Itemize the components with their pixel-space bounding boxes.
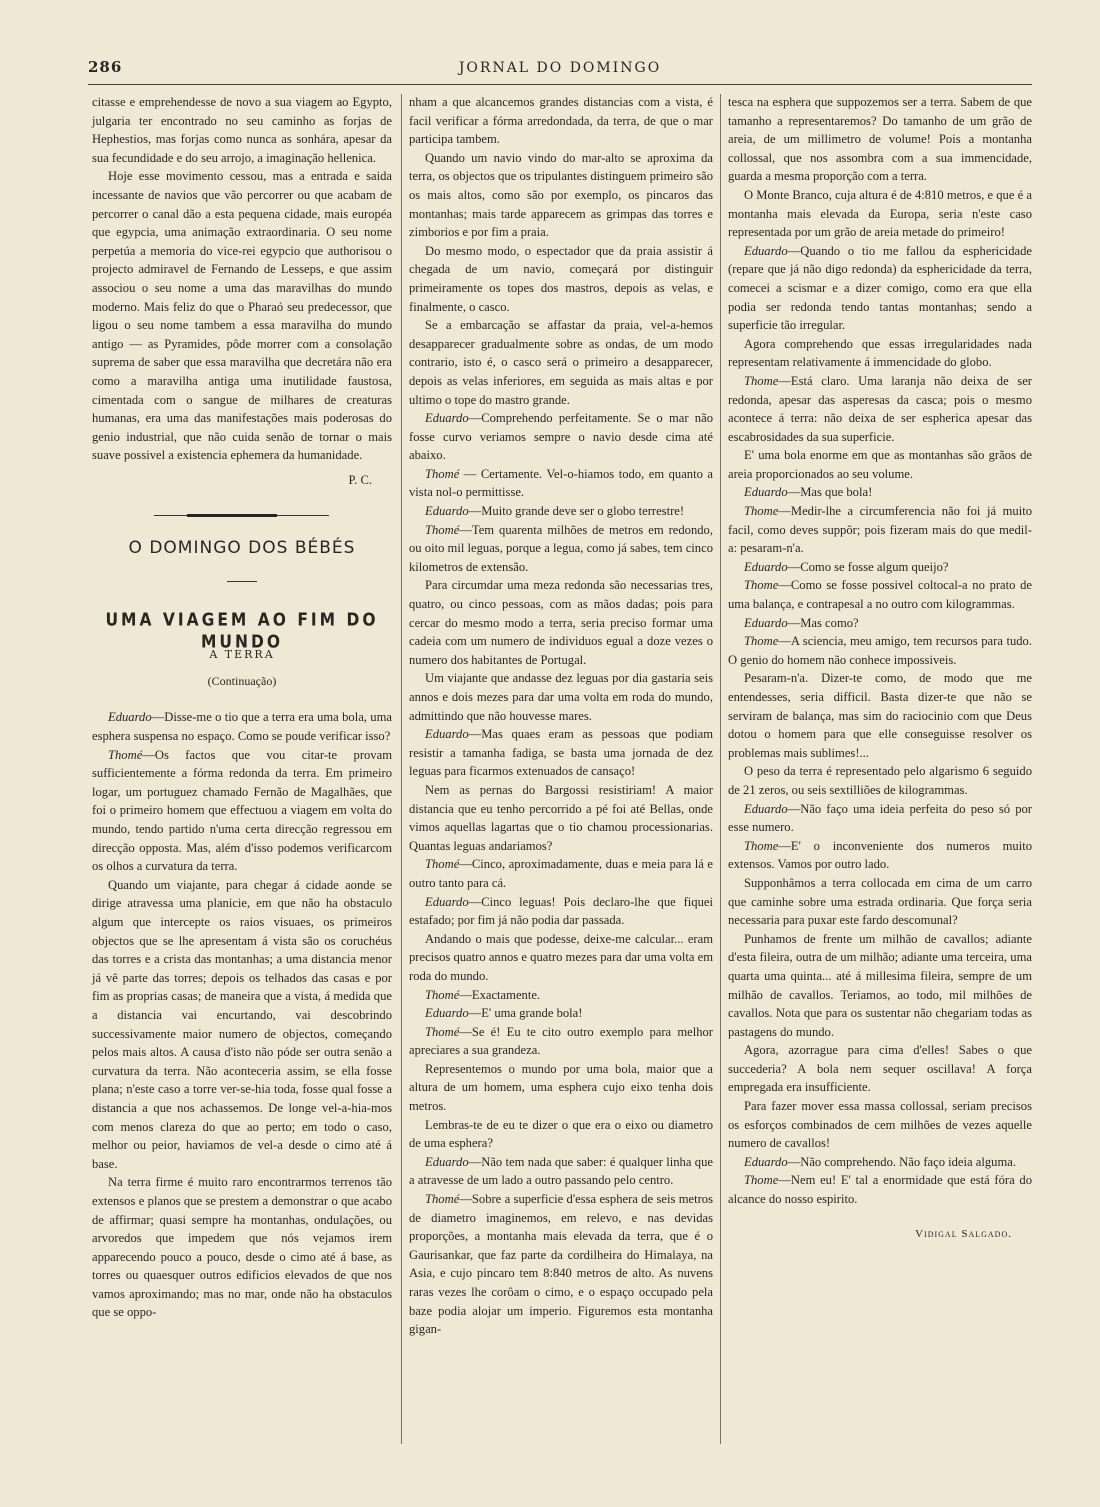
dialogue-text: E' uma bola enorme em que as montanhas são grãos de areia proporcionados ao seu volume. [728,448,1032,481]
speaker-name: Thome [744,634,779,649]
speaker-name: Thome [744,578,779,593]
dialogue-paragraph [409,576,713,669]
column-3 [728,93,1032,1243]
dialogue-text: Agora, azorrague para cima d'elles! Sabes o que succederia? A bola nem sequer oscillava! A força empregada era insufficiente. [728,1043,1032,1095]
dialogue-paragraph [92,746,392,876]
dialogue-text: —Mas como? [787,615,859,630]
dialogue-paragraph [409,1023,713,1060]
speaker-name: Eduardo [425,411,469,426]
dialogue-paragraph [728,186,1032,242]
section-title: O DOMINGO DOS BÉBÉS [128,538,356,559]
dialogue-paragraph [409,986,713,1005]
dialogue-text: —Disse-me o tio que a terra era uma bola, uma esphera suspensa no espaço. Como se poude verificar isso? [92,710,392,744]
speaker-name: Eduardo [744,615,788,630]
speaker-name: Eduardo [425,1006,469,1021]
dialogue-text: —Como se fosse algum queijo? [787,559,949,574]
dialogue-paragraph [728,576,1032,613]
dialogue-text: —Não comprehendo. Não faço ideia alguma. [787,1154,1016,1169]
speaker-name: Thomé [425,1024,460,1039]
dialogue-text: — Certamente. Vel-o-hiamos todo, em quanto a vista nol-o permittisse. [409,466,713,500]
dialogue-paragraph [728,632,1032,669]
column-1 [92,93,392,1322]
page-number: 286 [88,58,123,76]
speaker-name: Thomé [425,1192,460,1207]
dialogue-paragraph [728,93,1032,186]
dialogue-paragraph [728,762,1032,799]
column-rule [720,94,721,1444]
dialogue-paragraph [409,669,713,725]
dialogue-paragraph [728,669,1032,762]
section-separator [92,489,392,529]
dialogue-paragraph [728,800,1032,837]
dialogue-paragraph [409,725,713,781]
dialogue-text: —Não faço uma ideia perfeita do peso só por esse numero. [728,801,1032,835]
dialogue-paragraph [409,465,713,502]
dialogue-paragraph [728,1171,1032,1208]
dialogue-text: Quando um viajante, para chegar á cidade aonde se dirige atravessa uma planicie, em que não ha obstaculo algum que intercepte os raios visuaes, os primeiros objectos que se lhe apresentam á vista são os coruchéus das torres e a crista das montanhas; a uma distancia menor já vê parte das torres; depois os telhados das casas e por fim as proprias casas; de maneira que a vista, á medida que a distancia vai encurtando, vai descobrindo successivamente maior numero de objectos, começando pelos mais altos. A causa d'isto não póde ser outra senão a curvatura da terra. Não aconteceria assim, se ella fosse plana; n'este caso a torre ver-se-hia toda, fosse qual fosse a distancia a que nos achassemos. De longe vel-a-hia-mos com menos clareza do que ao perto; em todo o caso, melhor ou peior, haviamos de vel-a desde o cimo até á base. [92,877,392,1171]
dialogue-text: —Cinco leguas! Pois declaro-lhe que fiquei estafado; por fim já não podia dar passada. [409,894,713,928]
running-header [88,58,1032,82]
dialogue-paragraph [409,1190,713,1339]
dialogue-text: Agora comprehendo que essas irregularidades nada representam relativamente á immencidade do globo. [728,336,1032,370]
dialogue-text: —A sciencia, meu amigo, tem recursos para tudo. O genio do homem não conhece impossiveis. [728,634,1032,667]
dialogue-paragraph [409,149,713,242]
dialogue-text: —Exactamente. [459,987,541,1002]
dialogue-paragraph [728,502,1032,558]
dialogue-text: Lembras-te de eu te dizer o que era o eixo ou diametro de uma esphera? [409,1117,713,1151]
dialogue-paragraph [728,483,1032,502]
dialogue-paragraph [728,930,1032,1042]
dialogue-paragraph [728,446,1032,483]
speaker-name: Thomé [425,466,460,481]
dialogue-text: —Medir-lhe a circumferencia não foi já muito facil, como deves suppôr; pois fizeram mais do que medil-a: pesaram-n'a. [728,504,1032,556]
speaker-name: Eduardo [425,1154,469,1169]
speaker-name: Eduardo [744,801,788,816]
speaker-name: Eduardo [425,504,469,519]
dialogue-text: Punhamos de frente um milhão de cavallos; adiante d'esta fileira, outra de um milhão; adiante uma terceira, uma quarta uma quinta... até á millesima fileira, sempre de um milhão de cavallos. Teriamos, ao todo, mil milhões de cavallos. Nota que para os sustentar não chegariam todas as pastagens do mundo. [728,931,1032,1039]
speaker-name: Thomé [108,747,143,762]
dialogue-text: —E' uma grande bola! [468,1006,583,1021]
dialogue-paragraph [728,1097,1032,1153]
dialogue-text: Do mesmo modo, o espectador que da praia assistir á chegada de um navio, começará por distinguir primeiramente os topes dos mastros, depois as velas, e finalmente, o casco. [409,243,713,314]
continuation-note: (Continuação) [207,674,277,689]
dialogue-paragraph [728,372,1032,446]
dialogue-text: —Nem eu! E' tal a enormidade que está fóra do alcance do nosso espirito. [728,1173,1032,1207]
dialogue-text: Supponhâmos a terra collocada em cima de um carro que caminhe sobre uma estrada ordinaria. Que força seria necessaria para puxar este fardo descomunal? [728,875,1032,928]
dialogue-text: tesca na esphera que suppozemos ser a terra. Sabem de que tamanho a representaremos? Do tamanho de um grão de areia, de um millimetro de volume! Pois a montanha collossal, que nos assombra com a sua immencidade, guarda a mesma proporção com a terra. [728,95,1032,184]
dialogue-paragraph [409,502,713,521]
paragraph: citasse e emprehendesse de novo a sua viagem ao Egypto, julgaria ter encontrado no seu caminho as forjas de Hephestios, mas forjas como nunca as sonhára, apesar da sua fecundidade e do seu arrojo, a imaginação hellenica. [92,95,392,165]
dialogue-list [92,708,392,1322]
dialogue-text: Pesaram-n'a. Dizer-te como, de modo que me entendesses, seria difficil. Basta dizer-te que não se serviram de balança, mas sim do raciocinio com que Deus dotou o homem para que elle conseguisse resolver os problemas mais sublimes!... [728,671,1032,760]
dialogue-text: Representemos o mundo por uma bola, maior que a altura de um homem, uma esphera cujo eixo tenha dois metros. [409,1061,713,1114]
dialogue-text: —Comprehendo perfeitamente. Se o mar não fosse curvo veriamos sempre o navio desde cima até abaixo. [409,411,713,463]
speaker-name: Eduardo [744,1154,788,1169]
story-subtitle: A TERRA [209,648,275,662]
dialogue-text: —Quando o tio me fallou da esphericidade (repare que já não digo redonda) da esphericidade da terra, comecei a scismar e a dizer comigo, como era que ella podia ser redonda tendo tantas montanhas; sendo a superficie tão irregular. [728,243,1032,333]
speaker-name: Thomé [425,522,460,537]
dialogue-text: —Os factos que vou citar-te provam sufficientemente a fórma redonda da terra. Em primeiro logar, um portuguez chamado Fernão de Magalhães, que foi o primeiro homem que effectuou a viagem em volta do mundo, tendo partido n'uma certa direcção regressou em direcção opposta. Mas, além d'isso podemos verificarcom os olhos a curvatura da terra. [92,747,392,874]
dialogue-text: —Está claro. Uma laranja não deixa de ser redonda, apesar das asperesas da casca; pois o mesmo acontece á terra: não deixa de ser espherica apesar das escabrosidades da sua superficie. [728,373,1032,444]
dialogue-text: —Mas que bola! [787,485,873,500]
speaker-name: Eduardo [744,485,788,500]
title-dash [227,581,257,612]
speaker-name: Eduardo [425,727,469,742]
dialogue-paragraph [728,1041,1032,1097]
dialogue-text: —Sobre a superficie d'essa esphera de seis metros de diametro imaginemos, em relevo, e nas devidas proporções, a montanha mais elevada da terra, que é o Gaurisankar, que faz parte da cordilheira do Himalaya, na Asia, e cujo pincaro tem 8:840 metros de alto. As nuvens raras vezes lhe corôam o cimo, e o espaço occupado pela baze podia alojar um imperio. Figuremos esta montanha gigan- [409,1192,713,1337]
dialogue-text: —Se é! Eu te cito outro exemplo para melhor apreciares a sua grandeza. [409,1024,713,1058]
dialogue-text: —Como se fosse possivel coltocal-a no prato de uma balança, e contrapesal a no outro com kilogrammas. [728,578,1032,612]
dialogue-paragraph [728,614,1032,633]
dialogue-text: Andando o mais que podesse, deixe-me calcular... eram precisos quatro annos e quatro mezes para dar uma volta em roda do mundo. [409,931,713,983]
dialogue-text: —Mas quaes eram as pessoas que podiam resistir a tamanha fadiga, se basta uma jornada de dez leguas para ficarmos extenuados de cansaço! [409,727,713,779]
dialogue-paragraph [409,93,713,149]
dialogue-paragraph [409,1153,713,1190]
dialogue-text: Um viajante que andasse dez leguas por dia gastaria seis annos e dois mezes para dar uma volta em roda do mundo, admittindo que não houvesse mares. [409,671,713,723]
dialogue-paragraph [728,242,1032,335]
dialogue-paragraph [728,335,1032,372]
speaker-name: Eduardo [744,243,788,258]
dialogue-paragraph [409,1060,713,1116]
dialogue-paragraph [409,1004,713,1023]
speaker-name: Thomé [425,987,460,1002]
author-signature: Vidigal Salgado. [915,1227,1012,1240]
story-title: UMA VIAGEM AO FIM DO MUNDO [105,609,379,653]
dialogue-text: Nem as pernas do Bargossi resistiriam! A maior distancia que eu tenho percorrido a pé foi até Bellas, onde vimos aquellas lagartas que o tio chamou processionarias. Quantas leguas andariamos? [409,782,713,853]
speaker-name: Eduardo [425,894,469,909]
article-signature: P. C. [348,472,372,487]
dialogue-text: —Não tem nada que saber: é qualquer linha que a atravesse de um lado a outro passando pelo centro. [409,1154,713,1188]
dialogue-text: Para fazer mover essa massa collossal, seriam precisos os esforços combinados de cem milhões de vezes aquelle numero de cavallos! [728,1099,1032,1151]
dialogue-paragraph [728,874,1032,930]
speaker-name: Thome [744,838,779,853]
dialogue-paragraph [728,1153,1032,1172]
dialogue-paragraph [92,708,392,745]
separator-bold-line [187,514,277,517]
dialogue-paragraph [409,1116,713,1153]
dialogue-paragraph [409,855,713,892]
header-rule [88,84,1032,85]
speaker-name: Thome [744,1173,779,1188]
dialogue-text: Quando um navio vindo do mar-alto se aproxima da terra, os objectos que os tripulantes distinguem primeiro são os mais altos, como são por exemplo, os pincaros das montanhas; mais tarde apparecem as grimpas das torres e zimborios e por fim a praia. [409,150,713,240]
dialogue-paragraph [409,316,713,409]
dialogue-list [409,93,713,1339]
dialogue-text: —E' o inconveniente dos numeros muito extensos. Vamos por outro lado. [728,838,1032,872]
dialogue-paragraph [409,930,713,986]
dialogue-text: nham a que alcancemos grandes distancias com a vista, é facil verificar a fórma arredondada, da terra, de que o mar participa tambem. [409,95,713,147]
dialogue-text: Para circumdar uma meza redonda são necessarias tres, quatro, ou cinco pessoas, com as mãos dadas; pois para cercar do mesmo modo a terra, seria preciso formar uma cadeia com um numero de individuos egual a doze vezes o numero dos habitantes de Portugal. [409,578,713,667]
dialogue-paragraph [409,521,713,577]
journal-title: JORNAL DO DOMINGO [458,60,662,76]
dialogue-text: Se a embarcação se affastar da praia, vel-a-hemos desapparecer gradualmente sobre as ondas, de um modo contrario, isto é, o casco será o primeiro a desapparecer, depois as velas inferiores, em seguida as mais altas e por ultimo o tope do mastro grande. [409,318,713,407]
dialogue-paragraph [728,558,1032,577]
dialogue-text: O Monte Branco, cuja altura é de 4:810 metros, e que é a montanha mais elevada da Europa, seria n'este caso representada por um grão de areia metade do primeiro! [728,187,1032,240]
paragraph: Hoje esse movimento cessou, mas a entrada e saida incessante de navios que vão percorrer ou que acabam de percorrer o canal dão a esta pequena cidade, mais européa que egypcia, uma animação extraordinaria. O seu nome perpetúa a memoria do vice-rei egypcio que authorisou o projecto admiravel de Fernando de Lesseps, e que assim associou o seu nome a uma das maravilhas do mundo moderno. Mais feliz do que o Pharaó seu predecessor, que ligou o seu nome tambem a essa maravilha do mundo antigo — as Pyramides, pôde morrer com a consolação suprema de saber que essa maravilha que decretára não era como a maravilha antiga uma inutilidade faustosa, cimentada com o sangue de milhares de creaturas humanas, era uma das manifestações mais poderosas do genio industrial, que não cuida senão de tornar o mais suave possivel a existencia ephemera da humanidade. [92,169,392,463]
dialogue-text: Na terra firme é muito raro encontrarmos terrenos tão extensos e planos que se prestem a demonstrar o que acabo de affirmar; quasi sempre ha montanhas, ondulações, ou arvoredos que impedem que nós vejamos irem apparecendo pouco a pouco, desde o cimo até á base, as torres ou quaesquer outros edificios elevados de que nos vamos aproximando; mas no mar, onde não ha obstaculos que se oppo- [92,1175,392,1320]
speaker-name: Eduardo [744,559,788,574]
column-2 [409,93,713,1339]
dialogue-paragraph [409,242,713,316]
dialogue-paragraph [409,893,713,930]
speaker-name: Thome [744,373,779,388]
speaker-name: Thome [744,504,779,519]
dialogue-text: —Tem quarenta milhões de metros em redondo, ou oito mil leguas, porque a legua, como já sabes, tem cinco kilometros de extensão. [409,522,713,574]
speaker-name: Eduardo [108,710,152,725]
dialogue-paragraph [409,409,713,465]
dialogue-text: O peso da terra é representado pelo algarismo 6 seguido de 21 zeros, ou seis sextilliões de kilogrammas. [728,764,1032,797]
speaker-name: Thomé [425,857,460,872]
dialogue-paragraph [409,781,713,855]
dialogue-paragraph [728,837,1032,874]
column-rule [401,94,402,1444]
dialogue-text: —Cinco, aproximadamente, duas e meia para lá e outro tanto para cá. [409,857,713,890]
dialogue-paragraph [92,876,392,1174]
dialogue-text: —Muito grande deve ser o globo terrestre! [468,504,685,519]
dialogue-paragraph [92,1173,392,1322]
dialogue-list [728,93,1032,1209]
